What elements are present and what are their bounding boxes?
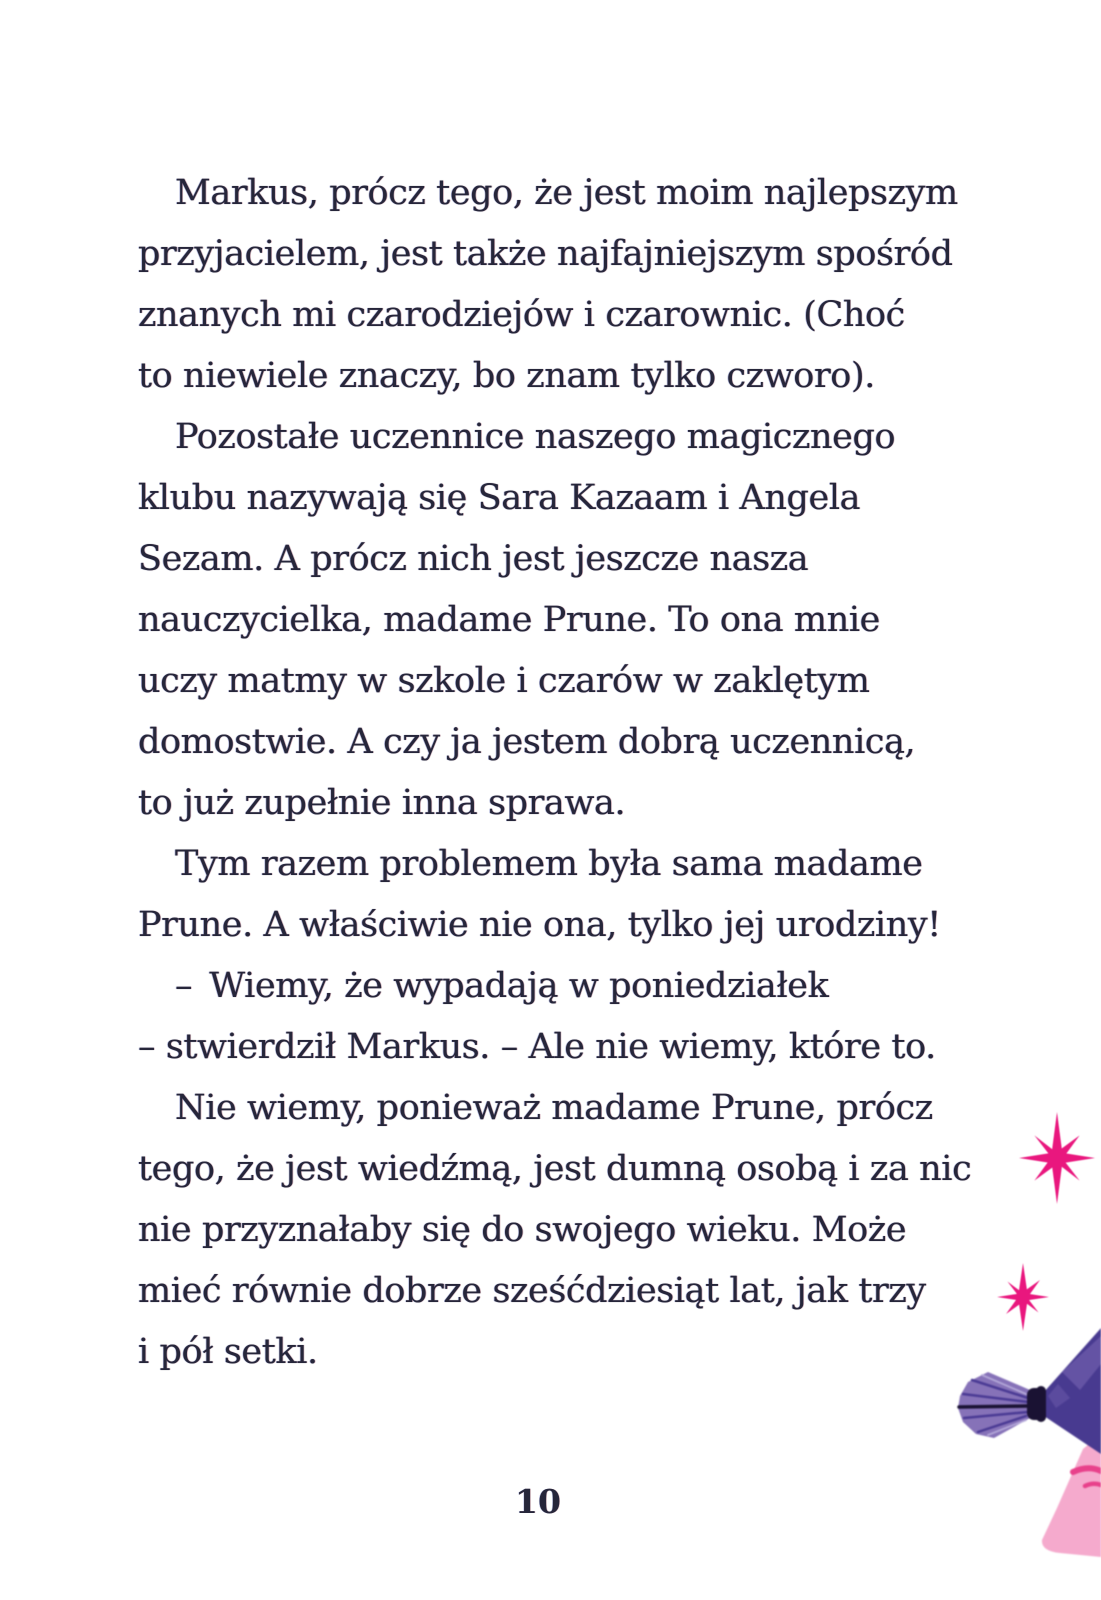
text-line: Pozostałe uczennice naszego magicznego <box>175 417 896 457</box>
text-line: – stwierdził Markus. – Ale nie wiemy, które to. <box>138 1027 936 1067</box>
text-line: nie przyznałaby się do swojego wieku. Może <box>138 1210 907 1250</box>
witch-dress <box>1042 1434 1101 1557</box>
text-line: to już zupełnie inna sprawa. <box>138 783 626 823</box>
text-line: uczy matmy w szkole i czarów w zaklętym <box>138 661 870 701</box>
page-text <box>138 163 972 1383</box>
text-line: Tym razem problemem była sama madame <box>175 844 923 884</box>
text-line: i pół setki. <box>138 1332 318 1372</box>
witch-hat-illustration <box>930 1320 1101 1600</box>
text-line: domostwie. A czy ja jestem dobrą uczennicą, <box>138 722 916 762</box>
text-line: tego, że jest wiedźmą, jest dumną osobą i za nic <box>138 1149 972 1189</box>
text-line: nauczycielka, madame Prune. To ona mnie <box>138 600 880 640</box>
hat-tie-band <box>1036 1386 1046 1422</box>
text-line: przyjacielem, jest także najfajniejszym spośród <box>138 234 953 274</box>
text-line: – Wiemy, że wypadają w poniedziałek <box>175 966 829 1006</box>
text-line: Prune. A właściwie nie ona, tylko jej urodziny! <box>138 905 941 945</box>
text-line: mieć równie dobrze sześćdziesiąt lat, jak trzy <box>138 1271 926 1311</box>
tassel-dark-strand <box>959 1406 1028 1407</box>
text-line: znanych mi czarodziejów i czarownic. (Choć <box>138 295 905 335</box>
text-line: to niewiele znaczy, bo znam tylko czworo). <box>138 356 875 396</box>
sparkle-large-icon <box>1012 1110 1101 1206</box>
page-number: 10 <box>515 1482 561 1521</box>
text-line: Markus, prócz tego, że jest moim najlepszym <box>175 173 958 213</box>
text-line: klubu nazywają się Sara Kazaam i Angela <box>138 478 861 518</box>
dress-stripe <box>1085 1484 1101 1486</box>
text-line: Nie wiemy, ponieważ madame Prune, prócz <box>175 1088 933 1128</box>
text-line: Sezam. A prócz nich jest jeszcze nasza <box>138 539 809 579</box>
